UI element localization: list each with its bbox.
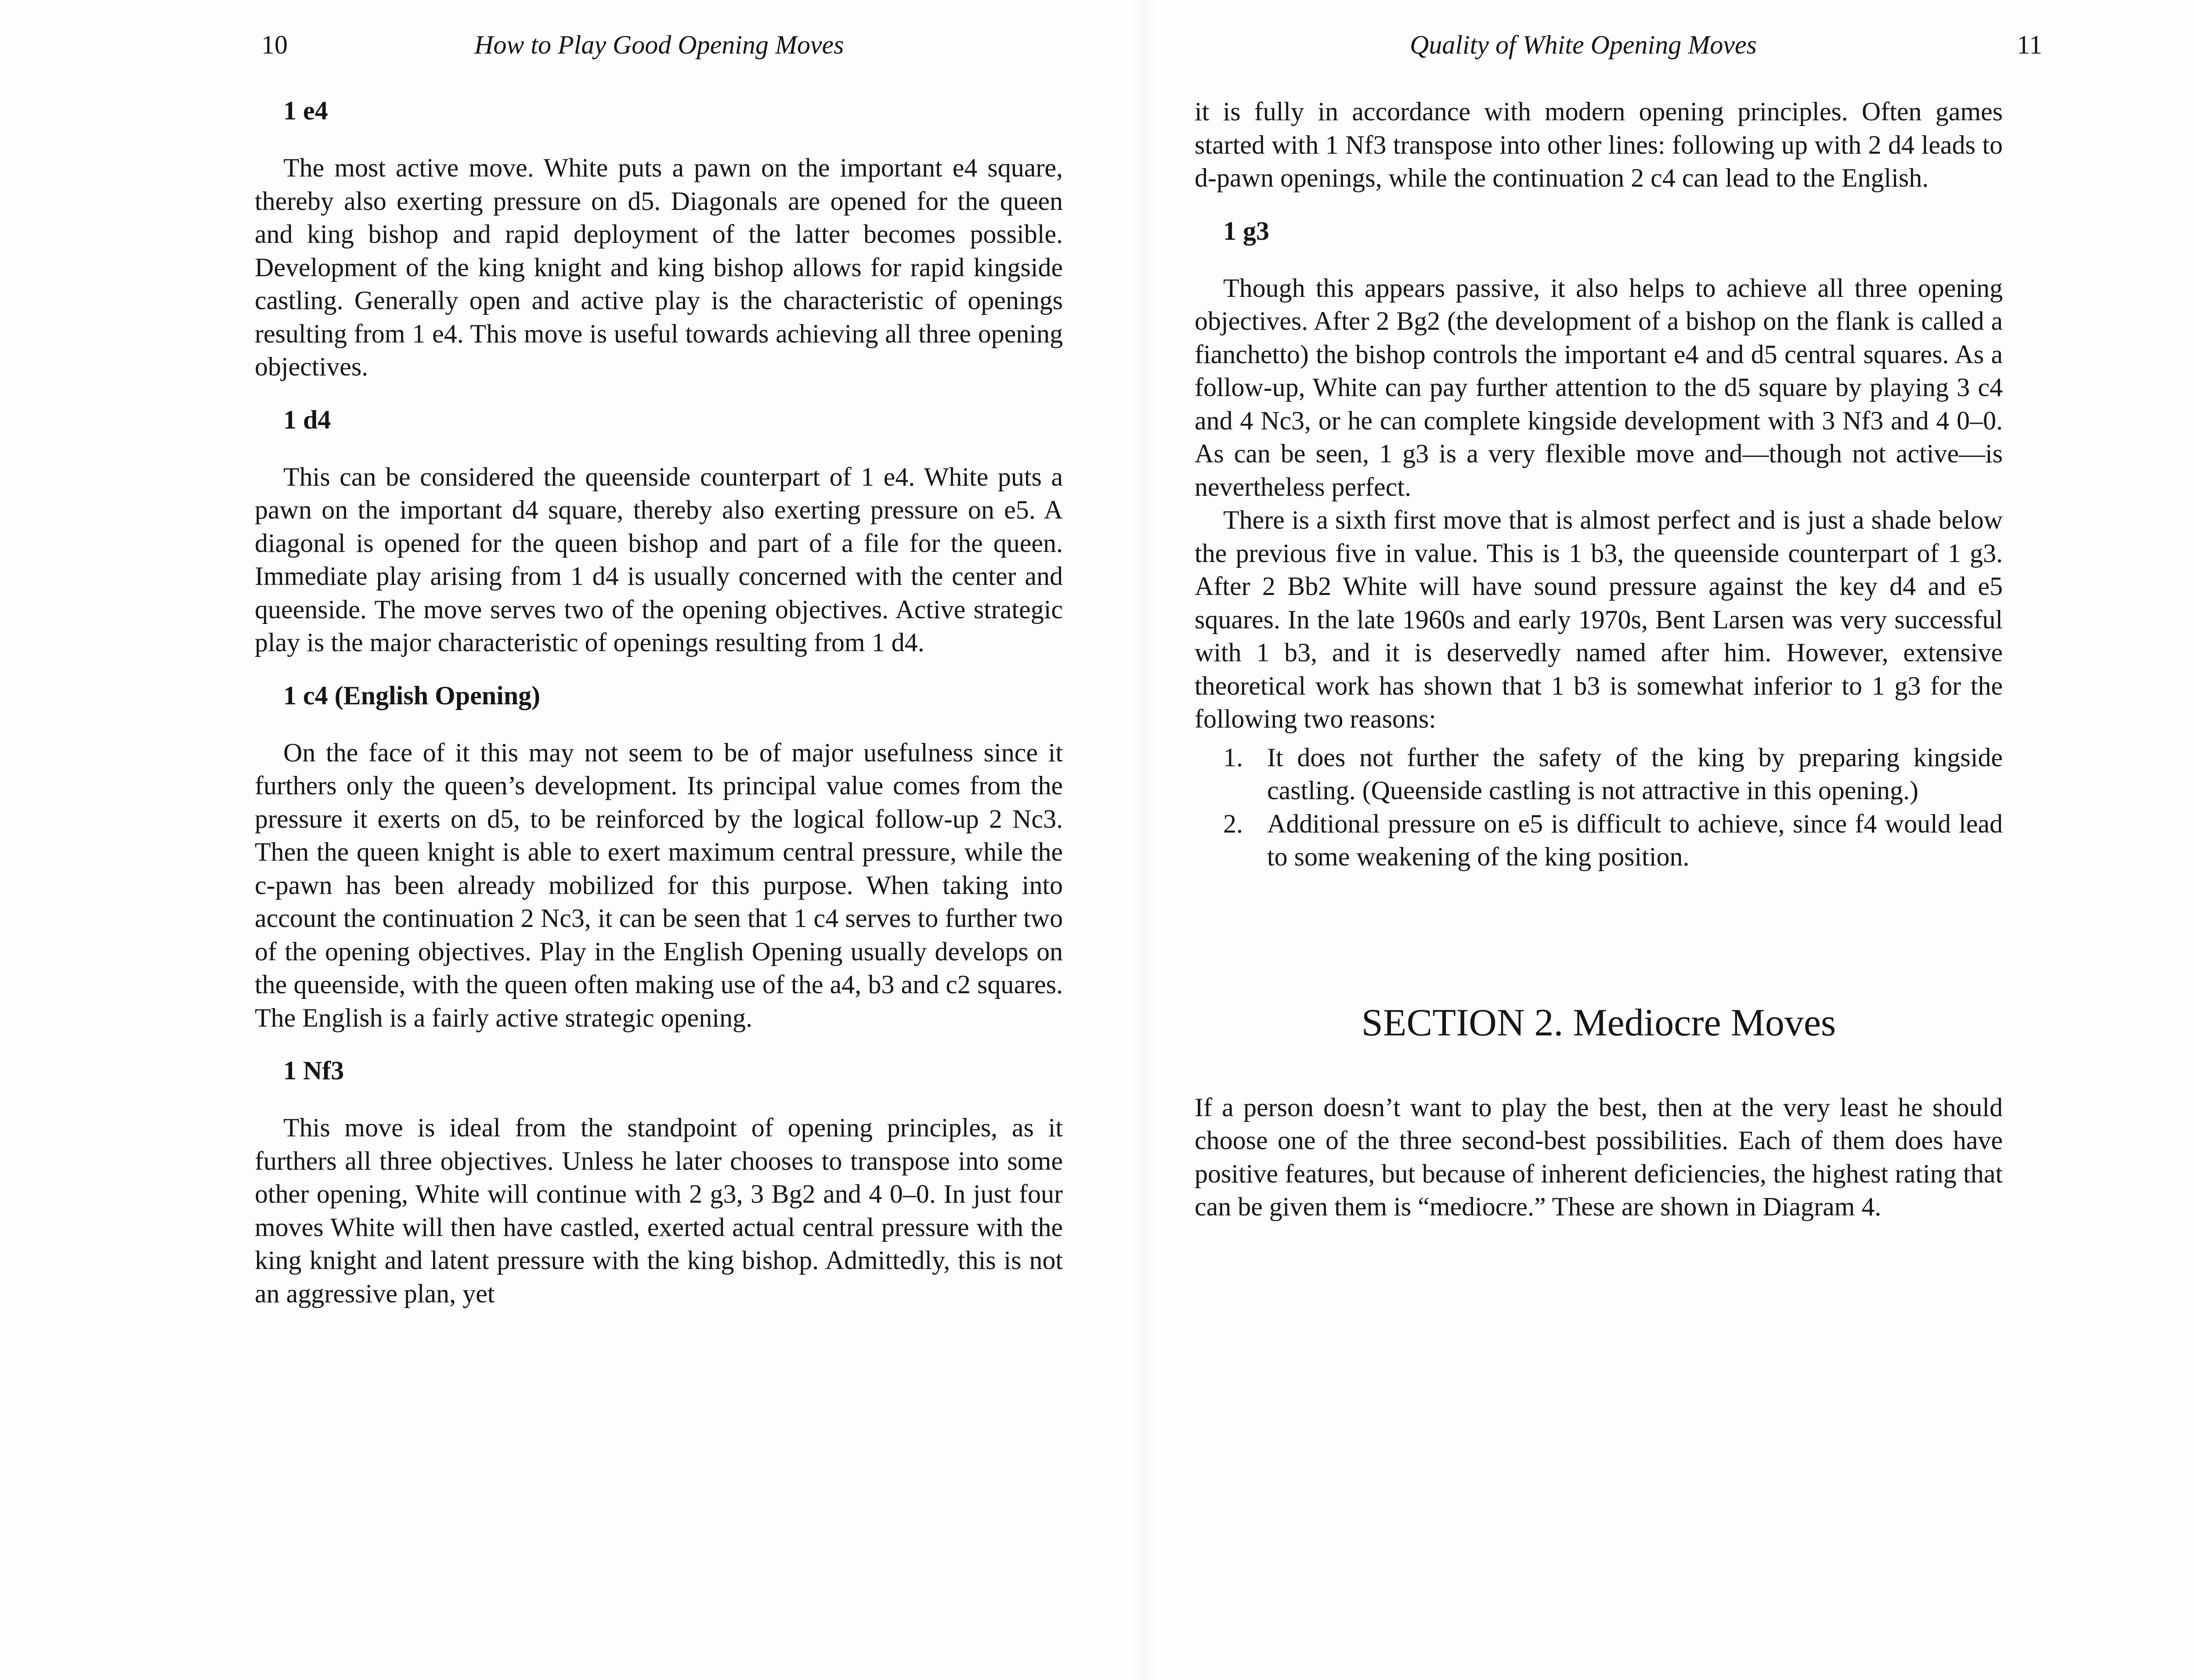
right-page-body: [1195, 95, 2003, 1224]
page-number: 10: [261, 30, 288, 59]
continued-paragraph: it is fully in accordance with modern opening principles. Often games started with 1 Nf3 transpose into other lines: following up with 2 d4 leads to d-pawn openings, while the continuation 2 c4 can lead to the English.: [1195, 97, 2003, 192]
move-paragraph: On the face of it this may not seem to be of major usefulness since it furthers only the queen’s development. Its principal value comes from the pressure it exerts on d5, to be reinforced by the logical follow-up 2 Nc3. Then the queen knight is able to exert maximum central pressure, while the c-pawn has been already mobilized for this purpose. When taking into account the continuation 2 Nc3, it can be seen that 1 c4 serves to further two of the opening objectives. Play in the English Opening usually develops on the queenside, with the queen often making use of the a4, b3 and c2 squares. The English is a fairly active strategic opening.: [255, 738, 1063, 1032]
left-running-head: [246, 27, 1080, 62]
page-number: 11: [2017, 30, 2042, 59]
move-heading: 1 e4: [283, 96, 328, 125]
list-number: 1.: [1223, 743, 1243, 772]
move-paragraph: Though this appears passive, it also helps to achieve all three opening objectives. After 2 Bg2 (the development of a bishop on the flank is called a fianchetto) the bishop controls the important e4 and d5 central squares. As a follow-up, White can pay further attention to the d5 square by playing 3 c4 and 4 Nc3, or he can complete kingside development with 3 Nf3 and 4 0–0. As can be seen, 1 g3 is a very flexible move and—though not active—is nevertheless perfect.: [1195, 273, 2003, 501]
move-heading: 1 Nf3: [283, 1056, 344, 1085]
move-paragraph: This move is ideal from the standpoint of opening principles, as it furthers all three objectives. Unless he later chooses to transpose into some other opening, White will continue with 2 g3, 3 Bg2 and 4 0–0. In just four moves White will then have castled, exerted actual central pressure with the king knight and latent pressure with the king bishop. Admittedly, this is not an aggressive plan, yet: [255, 1113, 1063, 1308]
left-page-body: [255, 94, 1063, 1310]
book-gutter: [1133, 0, 1155, 1680]
running-head-title: Quality of White Opening Moves: [1410, 30, 1757, 59]
section-title: SECTION 2. Mediocre Moves: [1361, 1001, 1836, 1044]
move-heading: 1 d4: [283, 405, 331, 434]
list-item: [1195, 808, 2003, 874]
list-item-text: Additional pressure on e5 is difficult to achieve, since f4 would lead to some weakening of the king position.: [1267, 809, 2003, 871]
body-paragraph: There is a sixth first move that is almost perfect and is just a shade below the previous five in value. This is 1 b3, the queenside counterpart of 1 g3. After 2 Bb2 White will have sound pressure against the key d4 and e5 squares. In the late 1960s and early 1970s, Bent Larsen was very successful with 1 b3, and it is deservedly named after him. However, extensive theoretical work has shown that 1 b3 is somewhat inferior to 1 g3 for the following two reasons:: [1195, 505, 2003, 733]
list-item-text: It does not further the safety of the king by preparing kingside castling. (Queenside castling is not attractive in this opening.): [1267, 743, 2003, 805]
move-heading: 1 c4 (English Opening): [283, 681, 541, 710]
move-paragraph: The most active move. White puts a pawn on the important e4 square, thereby also exerting pressure on d5. Diagonals are opened for the queen and king bishop and rapid deployment of the latter becomes possible. Development of the king knight and king bishop allows for rapid kingside castling. Generally open and active play is the characteristic of openings resulting from 1 e4. This move is useful towards achieving all three opening objectives.: [255, 153, 1063, 381]
reasons-list: [1195, 741, 2003, 874]
move-heading: 1 g3: [1223, 216, 1269, 245]
running-head-title: How to Play Good Opening Moves: [474, 30, 844, 59]
move-paragraph: This can be considered the queenside counterpart of 1 e4. White puts a pawn on the important d4 square, thereby also exerting pressure on e5. A diagonal is opened for the queen bishop and part of a file for the queen. Immediate play arising from 1 d4 is usually concerned with the center and queenside. The move serves two of the opening objectives. Active strategic play is the major characteristic of openings resulting from 1 d4.: [255, 462, 1063, 657]
list-number: 2.: [1223, 809, 1243, 838]
list-item: [1195, 741, 2003, 808]
left-page: [246, 0, 1080, 1680]
right-page: [1186, 0, 2047, 1680]
right-running-head: [1186, 27, 2047, 62]
section-paragraph: If a person doesn’t want to play the best, then at the very least he should choose one of the three second-best possibilities. Each of them does have positive features, but because of inherent deficiencies, the highest rating that can be given them is “mediocre.” These are shown in Diagram 4.: [1195, 1092, 2003, 1221]
